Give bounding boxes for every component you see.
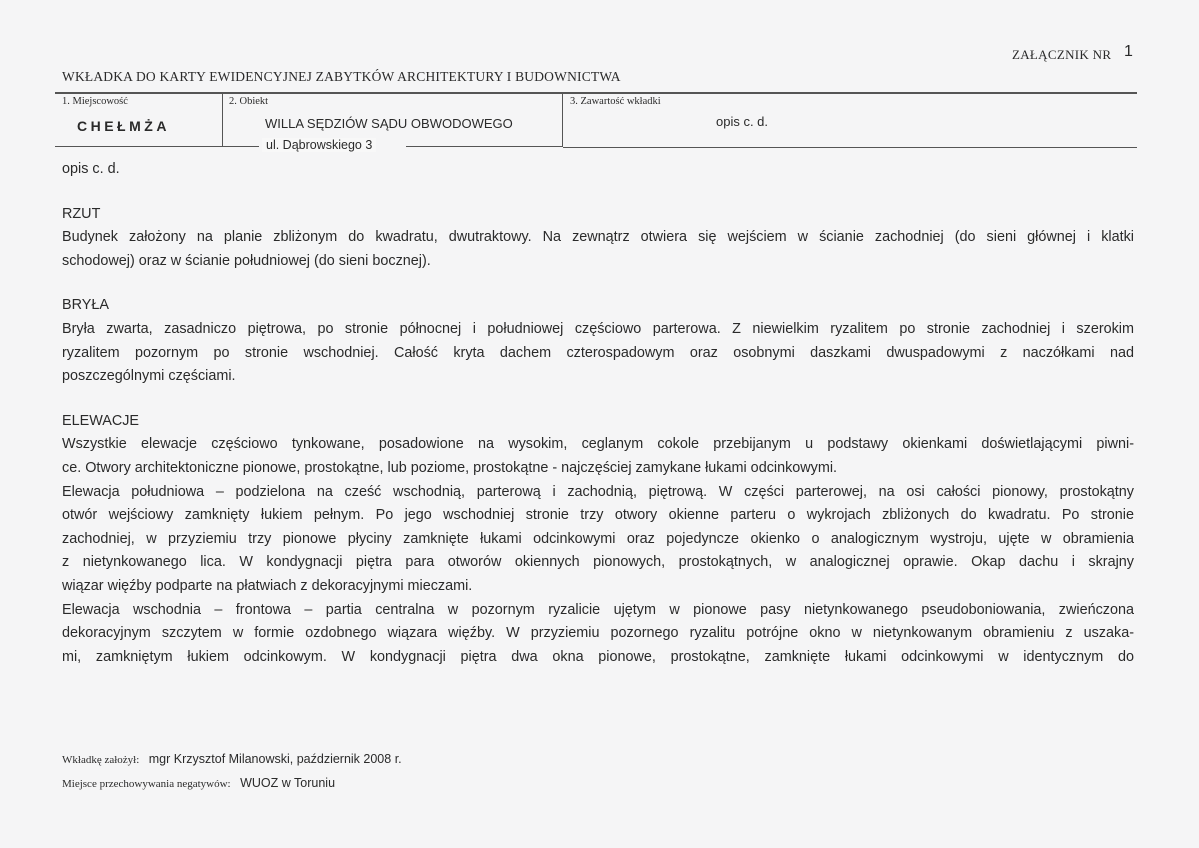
paragraph-line: ce. Otwory architektoniczne pionowe, prostokątne, lub poziome, prostokątne - najczęściej zamykane łukami odcinkowymi. <box>62 459 838 476</box>
locality-label: 1. Miejscowość <box>62 96 128 107</box>
object-bottom-rule-left <box>223 146 259 147</box>
paragraph-line: z nietynkowanego lica. W kondygnacji piętra para otworów okiennych pionowych, prostokątnych, w analogicznej oprawie. Okap dachu i skrajny <box>62 554 1134 571</box>
paragraph-line: ryzalitem pozornym po stronie wschodniej. Całość kryta dachem czterospadowym oraz osobnymi daszkami dwuspadowymi z naczółkami nad <box>62 344 1134 361</box>
paragraph-line: Elewacja południowa – podzielona na cześć wschodnią, parterową i zachodnią, piętrową. W części parterowej, na osi całości pionowy, prostokątny <box>62 483 1134 500</box>
annex-label: ZAŁĄCZNIK NR <box>1012 47 1112 62</box>
paragraph-line: otwór wejściowy zamknięty łukiem pełnym. Po jego wschodniej stronie trzy otwory okienne parteru o wykrojach zbliżonych do kwadratu. Po stronie <box>62 507 1134 524</box>
header-top-rule <box>55 92 1137 94</box>
contents-bottom-rule <box>563 147 1137 148</box>
description-body <box>62 158 1134 669</box>
paragraph-line: Budynek założony na planie zbliżonym do kwadratu, dwutraktowy. Na zewnątrz otwiera się wejściem w ścianie zachodniej (do sieni głównej i klatki <box>62 229 1134 246</box>
paragraph-line: wiązar więźby podparte na płatwiach z dekoracyjnymi mieczami. <box>62 577 473 594</box>
section-heading-elewacje: ELEWACJE <box>62 412 140 429</box>
storage-row <box>62 776 335 790</box>
intro-text: opis c. d. <box>62 161 120 177</box>
section-heading-rzut: RZUT <box>62 205 101 222</box>
annex-number: 1 <box>1124 43 1133 60</box>
paragraph-line: mi, zamkniętym łukiem odcinkowym. W kondygnacji piętra dwa okna pionowe, prostokątne, zamknięte łukami odcinkowymi w identycznym do <box>62 648 1134 665</box>
object-label: 2. Obiekt <box>229 96 269 107</box>
storage-value: WUOZ w Toruniu <box>240 776 336 790</box>
object-value: WILLA SĘDZIÓW SĄDU OBWODOWEGO <box>265 116 513 131</box>
paragraph-line: schodowej) oraz w ścianie południowej (do sieni bocznej). <box>62 252 431 269</box>
object-address: ul. Dąbrowskiego 3 <box>262 138 376 152</box>
locality-value: CHEŁMŻA <box>77 118 170 134</box>
paragraph-line: poszczególnymi częściami. <box>62 368 236 385</box>
field-divider-2 <box>562 93 563 147</box>
contents-value: opis c. d. <box>716 114 769 129</box>
locality-bottom-rule <box>55 146 223 147</box>
paragraph-line: zachodniej, w przyziemiu trzy pionowe płyciny zamknięte łukami odcinkowymi oraz pojedyncze okienko o analogicznym wystroju, ujęte w obramienia <box>62 530 1134 547</box>
field-divider-1 <box>222 93 223 147</box>
form-title: WKŁADKA DO KARTY EWIDENCYJNEJ ZABYTKÓW ARCHITEKTURY I BUDOWNICTWA <box>62 69 621 84</box>
section-heading-bryla: BRYŁA <box>62 297 109 314</box>
storage-label: Miejsce przechowywania negatywów: <box>62 778 231 790</box>
contents-label: 3. Zawartość wkładki <box>570 96 661 107</box>
object-bottom-rule-right <box>406 146 563 147</box>
paragraph-line: Wszystkie elewacje częściowo tynkowane, posadowione na wysokim, ceglanym cokole przebijanym u podstawy okienkami doświetlającymi piwni- <box>62 436 1134 453</box>
author-value: mgr Krzysztof Milanowski, październik 2008 r. <box>148 752 402 766</box>
paragraph-line: dekoracyjnym szczytem w formie ozdobnego wiązara więźby. W przyziemiu pozornego ryzalitu potrójne okno w nietynkowanym obramieniu z uszaka- <box>62 625 1134 642</box>
author-label: Wkładkę założył: <box>62 754 140 766</box>
author-row <box>62 752 402 766</box>
paragraph-line: Bryła zwarta, zasadniczo piętrowa, po stronie północnej i południowej częściowo parterowa. Z niewielkim ryzalitem po stronie zachodniej i szerokim <box>62 320 1134 337</box>
paragraph-line: Elewacja wschodnia – frontowa – partia centralna w pozornym ryzalicie ujętym w pionowe pasy nietynkowanego pseudoboniowania, zwieńczona <box>62 601 1134 618</box>
